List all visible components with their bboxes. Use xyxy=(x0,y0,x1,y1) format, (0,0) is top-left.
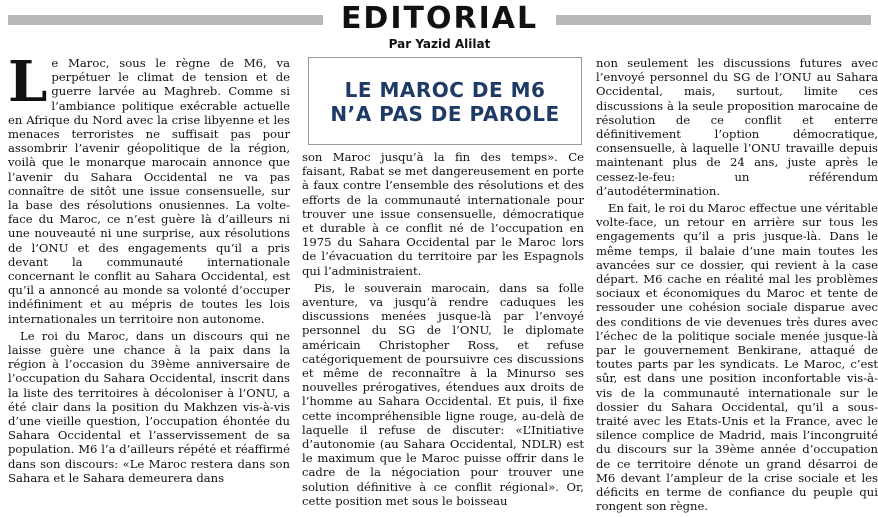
article-column-3 xyxy=(596,56,878,517)
author-byline: Par Yazid Alilat xyxy=(388,37,491,51)
paragraph: Pis, le souverain marocain, dans sa folle aventure, va jusqu’à rendre caduques les discussions menées jusque-là par l’envoyé personnel du SG de l’ONU, le diplomate américain Christopher Ross, et refuse catégoriquement de poursuivre ces discussions et même de reconnaître à la Minurso ses nouvelles prérogatives, étendues aux droits de l’homme au Sahara Occidental. Et puis, il fixe cette incompréhensible ligne rouge, au-delà de laquelle il refuse de discuter: «L’Initiative d’autonomie (au Sahara Occidental, NDLR) est le maximum que le Maroc puisse offrir dans le cadre de la négociation pour trouver une solution définitive à ce conflit régional». Or, cette position met sous le boisseau xyxy=(302,280,584,508)
article-column-1 xyxy=(8,49,290,488)
headline-line-1: LE MAROC DE M6 xyxy=(344,78,546,102)
article-column-2 xyxy=(302,150,584,511)
drop-cap: L xyxy=(8,49,48,115)
paragraph xyxy=(8,49,290,326)
editorial-header xyxy=(0,0,878,56)
paragraph-text: e Maroc, sous le règne de M6, va perpétuer le climat de tension et de guerre larvée au Maghreb. Comme si l’ambiance politique exécrable actuelle en Afrique du Nord avec la crise libyenne et les menaces terroristes ne suffisait pas pour assombrir l’avenir géopolitique de la région, voilà que le monarque marocain annonce que l’avenir du Sahara Occidental ne va pas connaître de sitôt une issue consensuelle, sur la base des résolutions onusiennes. La volte-face du Maroc, ce n’est guère là d’ailleurs ni une nouveauté ni une surprise, aux résolutions de l’ONU et des engagements qu’il a pris devant la communauté internationale concernant le conflit au Sahara Occidental, est qu’il a annoncé au monde sa volonté d’occuper indéfiniment et au mépris de toutes les lois internationales un territoire non autonome. xyxy=(8,56,290,326)
headline xyxy=(309,78,581,126)
header-rule-right xyxy=(556,15,871,25)
paragraph: son Maroc jusqu’à la fin des temps». Ce faisant, Rabat se met dangereusement en porte à faux contre l’ensemble des résolutions et des efforts de la communauté internationale pour trouver une issue consensuelle, démocratique et durable à ce conflit né de l’occupation en 1975 du Sahara Occidental par le Maroc lors de l’évacuation du territoire par les Espagnols qui l’administraient. xyxy=(302,150,584,278)
paragraph: En fait, le roi du Maroc effectue une véritable volte-face, un retour en arrière sur tous les engagements qu’il a pris jusque-là. Dans le même temps, il balaie d’une main toutes les avancées sur ce dossier, qui revient à la case départ. M6 cache en réalité mal les problèmes sociaux et économiques du Maroc et tente de ressouder une cohésion sociale disparue avec des conditions de vie devenues très dures avec l’échec de la politique sociale menée jusque-là par le gouvernement Benkirane, attaqué de toutes parts par les syndicats. Le Maroc, c’est sûr, est dans une position inconfortable vis-à-vis de la communauté internationale sur le dossier du Sahara Occidental, qu’il a sous-traité avec les Etats-Unis et la France, avec le silence complice de Madrid, mais l’incongruité du discours sur la 39ème année d’occupation de ce territoire dénote un grand désarroi de M6 devant l’ampleur de la crise sociale et les déficits en terme de confiance du peuple qui rongent son règne. xyxy=(596,201,878,514)
header-rule-left xyxy=(8,15,323,25)
headline-box xyxy=(308,57,582,145)
headline-line-2: N’A PAS DE PAROLE xyxy=(330,102,560,126)
masthead-title: EDITORIAL xyxy=(340,1,539,36)
paragraph: Le roi du Maroc, dans un discours qui ne laisse guère une chance à la paix dans la région à l’occasion du 39ème anniversaire de l’occupation du Sahara Occidental, inscrit dans la liste des territoires à décoloniser à l’ONU, a été clair dans la position du Makhzen vis-à-vis d’une vieille question, l’occupation éhontée du Sahara Occidental et l’asservissement de sa population. M6 l’a d’ailleurs répété et réaffirmé dans son discours: «Le Maroc restera dans son Sahara et le Sahara demeurera dans xyxy=(8,328,290,485)
paragraph: non seulement les discussions futures avec l’envoyé personnel du SG de l’ONU au Sahara Occidental, mais, surtout, limite ces discussions à la seule proposition marocaine de résolution de ce conflit et enterre définitivement l’option démocratique, consensuelle, à laquelle l’ONU travaille depuis maintenant plus de 24 ans, juste après le cessez-le-feu: un référendum d’autodétermination. xyxy=(596,56,878,198)
